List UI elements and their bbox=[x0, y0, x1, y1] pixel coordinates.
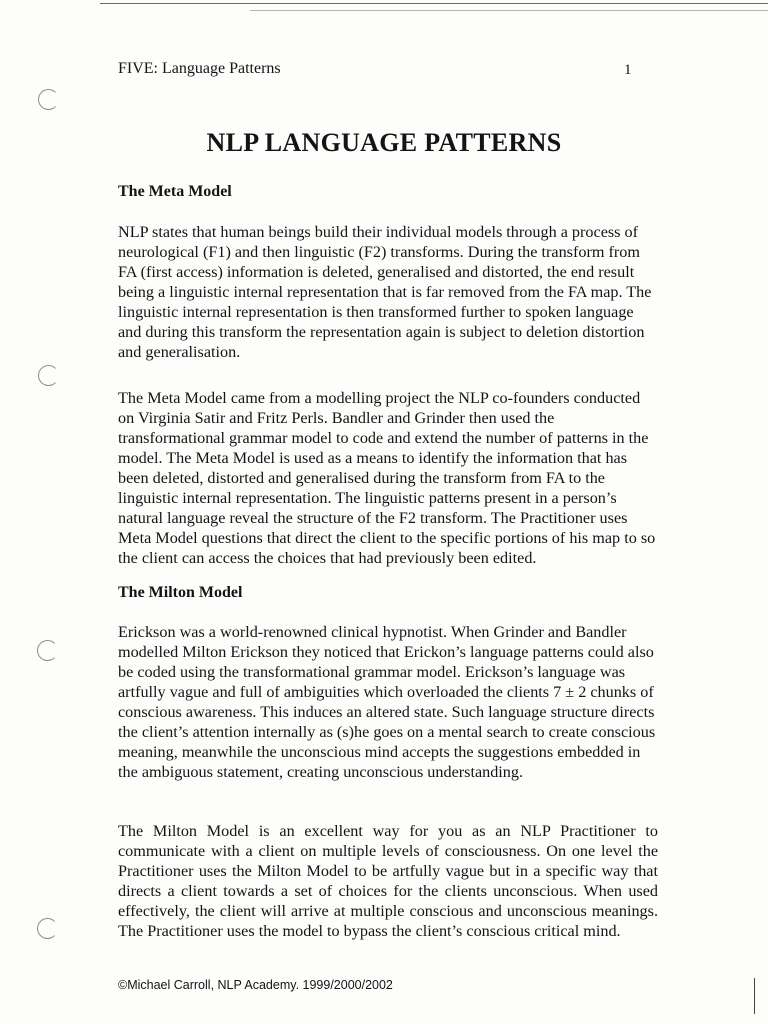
milton-model-paragraph-1: Erickson was a world-renowned clinical hypnotist. When Grinder and Bandler modelled Milton Erickson they noticed that Erickon’s language patterns could also be coded using the transformational grammar model. Erickson’s language was artfully vague and full of ambiguities which overloaded the clients 7 ± 2 chunks of conscious awareness. This induces an altered state. Such language structure directs the client’s attention internally as (s)he goes on a mental search to create conscious meaning, meanwhile the unconscious mind accepts the suggestions embedded in the ambiguous statement, creating unconscious understanding. bbox=[118, 623, 656, 781]
running-header: FIVE: Language Patterns bbox=[118, 60, 281, 77]
meta-model-paragraph-2: The Meta Model came from a modelling project the NLP co-founders conducted on Virginia Satir and Fritz Perls. Bandler and Grinder then used the transformational grammar model to code and extend the number of patterns in the model. The Meta Model is used as a means to identify the information that has been deleted, distorted and generalised during the transform from FA to the linguistic internal representation. The linguistic patterns present in a person’s natural language reveal the structure of the F2 transform. The Practitioner uses Meta Model questions that direct the client to the specific portions of his map to so the client can access the choices that had previously been edited. bbox=[118, 389, 656, 567]
binder-hole-icon bbox=[37, 918, 58, 939]
section-heading-milton-model: The Milton Model bbox=[118, 584, 243, 601]
scan-edge-line bbox=[250, 10, 768, 11]
section-heading-meta-model: The Meta Model bbox=[118, 183, 232, 200]
document-title: NLP LANGUAGE PATTERNS bbox=[206, 128, 562, 157]
page-number: 1 bbox=[624, 62, 632, 78]
copyright-footer: ©Michael Carroll, NLP Academy. 1999/2000/2002 bbox=[118, 978, 393, 992]
scan-edge-line bbox=[100, 3, 768, 4]
binder-hole-icon bbox=[38, 89, 59, 110]
milton-model-paragraph-2: The Milton Model is an excellent way for you as an NLP Practitioner to communicate with a client on multiple levels of consciousness. On one level the Practitioner uses the Milton Model to be artfully vague but in a specific way that directs a client towards a set of choices for the clients unconscious. When used effectively, the client will arrive at multiple conscious and unconscious meanings. The Practitioner uses the model to bypass the client’s conscious critical mind. bbox=[118, 822, 658, 940]
scan-edge-mark bbox=[754, 978, 755, 1014]
meta-model-paragraph-1: NLP states that human beings build their individual models through a process of neurological (F1) and then linguistic (F2) transforms. During the transform from FA (first access) information is deleted, generalised and distorted, the end result being a linguistic internal representation that is far removed from the FA map. The linguistic internal representation is then transformed further to spoken language and during this transform the representation again is subject to deletion distortion and generalisation. bbox=[118, 223, 652, 361]
binder-hole-icon bbox=[37, 640, 58, 661]
binder-hole-icon bbox=[38, 365, 59, 386]
